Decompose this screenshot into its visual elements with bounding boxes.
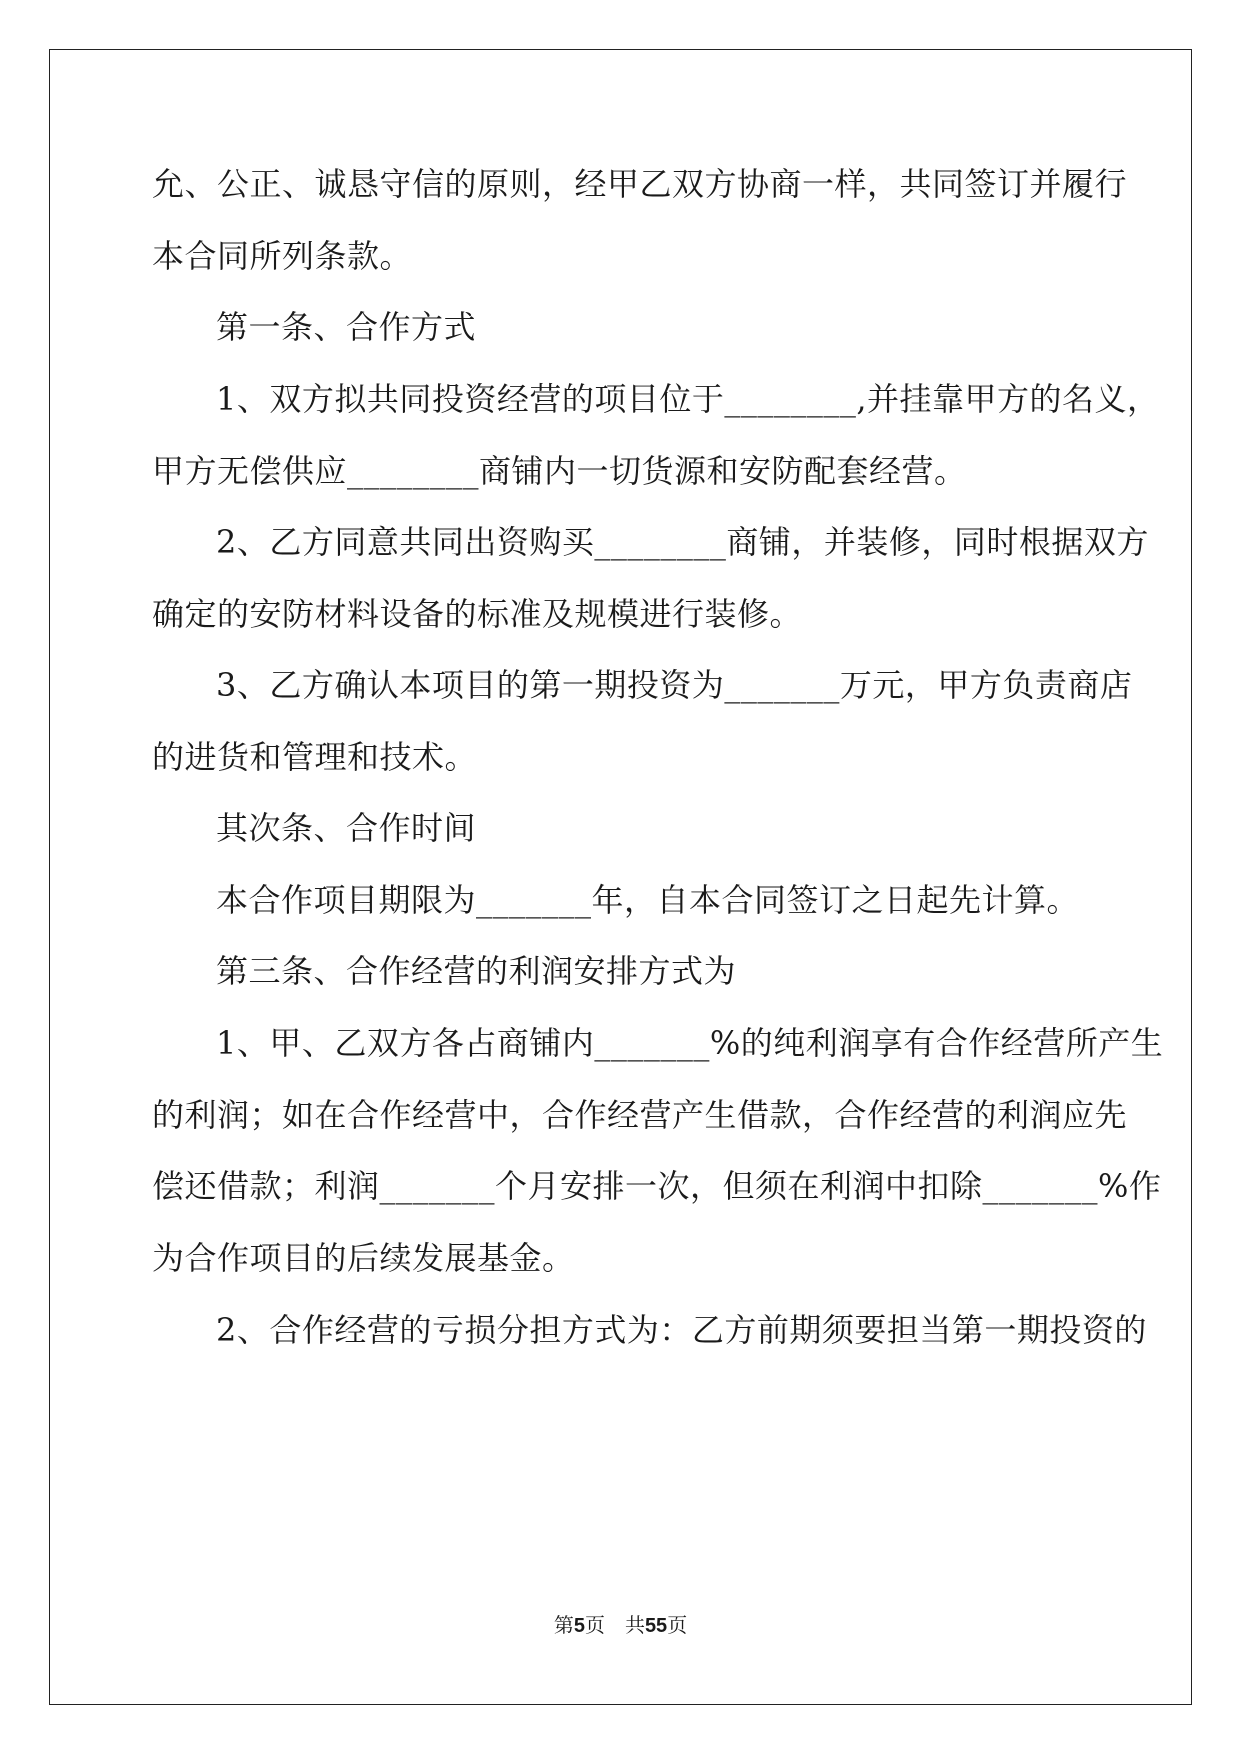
text-line: 为合作项目的后续发展基金。 <box>152 1239 575 1277</box>
section-heading: 第一条、合作方式 <box>216 308 477 346</box>
text-line: 甲方无偿供应________商铺内一切货源和安防配套经营。 <box>152 452 967 490</box>
text-line: 本合作项目期限为_______年，自本合同签订之日起先计算。 <box>216 881 1080 919</box>
total-prefix: 共 <box>624 1613 645 1637</box>
text-line: 的利润；如在合作经营中，合作经营产生借款，合作经营的利润应先 <box>152 1096 1128 1134</box>
text-line: 允、公正、诚恳守信的原则，经甲乙双方协商一样，共同签订并履行 <box>152 165 1128 203</box>
section-heading: 其次条、合作时间 <box>216 809 477 847</box>
section-heading: 第三条、合作经营的利润安排方式为 <box>216 952 737 990</box>
text-line: 本合同所列条款。 <box>152 237 413 275</box>
text-line: 2、乙方同意共同出资购买________商铺，并装修，同时根据双方 <box>216 523 1149 561</box>
text-line: 1、甲、乙双方各占商铺内_______%的纯利润享有合作经营所产生 <box>216 1024 1164 1062</box>
text-line: 偿还借款；利润_______个月安排一次，但须在利润中扣除_______%作 <box>152 1167 1162 1205</box>
text-line: 2、合作经营的亏损分担方式为：乙方前期须要担当第一期投资的 <box>216 1311 1147 1349</box>
text-line: 确定的安防材料设备的标准及规模进行装修。 <box>152 595 803 633</box>
total-suffix: 页 <box>667 1613 688 1637</box>
page-footer <box>0 1613 1241 1638</box>
text-line: 的进货和管理和技术。 <box>152 738 478 776</box>
page-prefix: 第 <box>553 1613 574 1637</box>
page-current: 5 <box>573 1615 585 1637</box>
page-total: 55 <box>644 1615 668 1637</box>
text-line: 1、双方拟共同投资经营的项目位于________,并挂靠甲方的名义， <box>216 380 1160 418</box>
text-line: 3、乙方确认本项目的第一期投资为_______万元，甲方负责商店 <box>216 666 1133 704</box>
page-suffix: 页 <box>584 1613 605 1637</box>
